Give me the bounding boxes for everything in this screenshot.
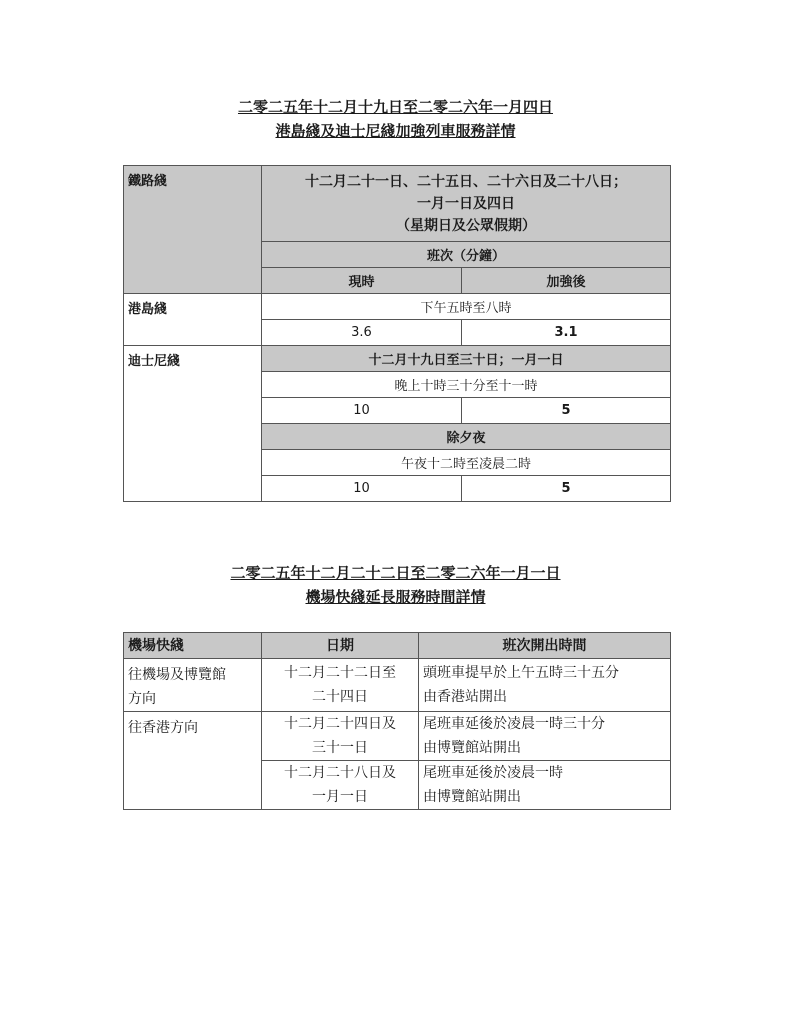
disney-line-row bbox=[124, 346, 671, 372]
ae-time-3 bbox=[419, 761, 671, 810]
header-dates bbox=[262, 166, 671, 242]
ae-date-3 bbox=[262, 761, 419, 810]
disney-line-date-range: 十二月十九日至三十日；一月一日 bbox=[262, 346, 671, 372]
airport-express-table bbox=[123, 632, 671, 810]
ae-direction-airport bbox=[124, 659, 262, 712]
ae-direction-airport-l1: 往機場及博覽館 bbox=[128, 667, 226, 683]
ae-header-line: 機場快綫 bbox=[124, 633, 262, 659]
section2-title-line1: 二零二五年十二月二十二日至二零二六年一月一日 bbox=[230, 564, 561, 582]
header-dates-line2: 一月一日及四日 bbox=[417, 195, 515, 212]
ae-time-2 bbox=[419, 712, 671, 761]
section1-title-line1: 二零二五年十二月十九日至二零二六年一月四日 bbox=[237, 98, 553, 116]
ae-time-3-l2: 由博覽館站開出 bbox=[423, 789, 521, 805]
disney-period1: 晚上十時三十分至十一時 bbox=[262, 372, 671, 398]
ae-direction-hk bbox=[124, 712, 262, 810]
ae-date-1-l1: 十二月二十二日至 bbox=[284, 665, 396, 681]
ae-direction-hk-l1: 往香港方向 bbox=[128, 720, 198, 736]
section2-title-line2: 機場快綫延長服務時間詳情 bbox=[305, 588, 486, 606]
disney-line-name: 迪士尼綫 bbox=[124, 346, 262, 502]
island-line-enhanced: 3.1 bbox=[462, 320, 671, 346]
ae-time-2-l2: 由博覽館站開出 bbox=[423, 740, 521, 756]
disney-period2-current: 10 bbox=[262, 476, 462, 502]
section1-title-line2: 港島綫及迪士尼綫加強列車服務詳情 bbox=[275, 122, 516, 140]
island-line-row bbox=[124, 294, 671, 320]
ae-date-2 bbox=[262, 712, 419, 761]
header-dates-line3: （星期日及公眾假期） bbox=[396, 217, 536, 234]
ae-time-1-l1: 頭班車提早於上午五時三十五分 bbox=[423, 665, 619, 681]
ae-header-row bbox=[124, 633, 671, 659]
header-railway-line: 鐵路綫 bbox=[124, 166, 262, 294]
enhanced-service-table bbox=[123, 165, 671, 502]
header-current: 現時 bbox=[262, 268, 462, 294]
ae-time-3-l1: 尾班車延後於凌晨一時 bbox=[423, 765, 563, 781]
ae-row-hk-1 bbox=[124, 712, 671, 761]
ae-row-airport bbox=[124, 659, 671, 712]
header-frequency: 班次（分鐘） bbox=[262, 242, 671, 268]
disney-period2-enhanced: 5 bbox=[462, 476, 671, 502]
header-dates-line1: 十二月二十一日、二十五日、二十六日及二十八日； bbox=[305, 173, 627, 190]
ae-header-date: 日期 bbox=[262, 633, 419, 659]
ae-date-1 bbox=[262, 659, 419, 712]
disney-period1-enhanced: 5 bbox=[462, 398, 671, 424]
header-enhanced: 加強後 bbox=[462, 268, 671, 294]
ae-time-1 bbox=[419, 659, 671, 712]
ae-date-3-l1: 十二月二十八日及 bbox=[284, 765, 396, 781]
disney-nye-label: 除夕夜 bbox=[262, 424, 671, 450]
island-line-name: 港島綫 bbox=[124, 294, 262, 346]
header-row-dates bbox=[124, 166, 671, 242]
ae-time-1-l2: 由香港站開出 bbox=[423, 689, 507, 705]
island-line-period: 下午五時至八時 bbox=[262, 294, 671, 320]
ae-time-2-l1: 尾班車延後於凌晨一時三十分 bbox=[423, 716, 605, 732]
ae-date-2-l2: 三十一日 bbox=[312, 740, 368, 756]
island-line-current: 3.6 bbox=[262, 320, 462, 346]
disney-period1-current: 10 bbox=[262, 398, 462, 424]
ae-date-1-l2: 二十四日 bbox=[312, 689, 368, 705]
disney-period2: 午夜十二時至凌晨二時 bbox=[262, 450, 671, 476]
ae-direction-airport-l2: 方向 bbox=[128, 691, 156, 707]
ae-header-time: 班次開出時間 bbox=[419, 633, 671, 659]
ae-date-2-l1: 十二月二十四日及 bbox=[284, 716, 396, 732]
ae-date-3-l2: 一月一日 bbox=[312, 789, 368, 805]
